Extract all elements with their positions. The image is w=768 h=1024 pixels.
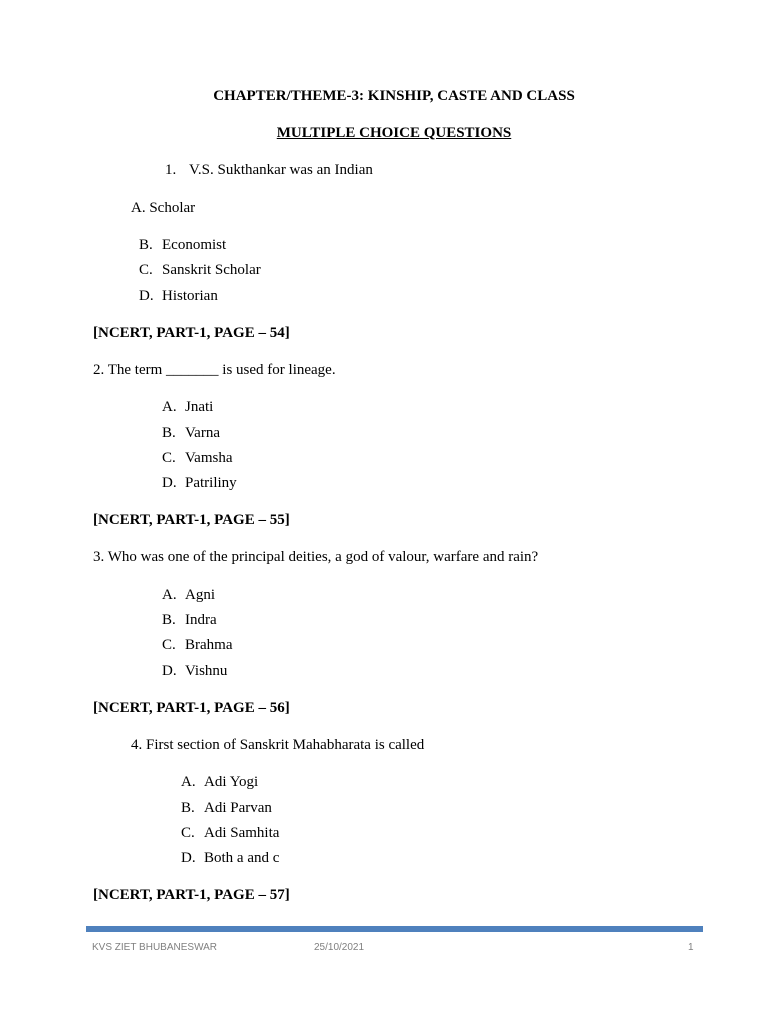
option-text: Indra [185,612,217,628]
question-1-option-b [139,237,226,254]
option-text: Adi Parvan [204,800,272,816]
question-4-option-a [181,774,258,791]
option-text: Adi Samhita [204,825,280,841]
option-letter: D. [162,475,177,491]
page-title: CHAPTER/THEME-3: KINSHIP, CASTE AND CLASS [213,88,575,104]
option-text: Jnati [185,399,214,415]
question-2-reference: [NCERT, PART-1, PAGE – 55] [93,512,290,528]
option-letter: B. [162,612,176,628]
question-3-option-d [162,663,227,680]
option-text: Economist [162,237,227,253]
option-text: Brahma [185,637,233,653]
question-4-reference: [NCERT, PART-1, PAGE – 57] [93,887,290,903]
question-1-number: 1. [165,162,177,178]
option-text: Agni [185,587,215,603]
option-letter: B. [162,425,176,441]
question-3-option-b [162,612,217,629]
footer-date: 25/10/2021 [314,942,365,953]
question-2-option-b [162,425,220,442]
option-text: Vamsha [185,450,233,466]
option-letter: B. [181,800,195,816]
option-letter: C. [162,450,176,466]
option-text: Patriliny [185,475,237,491]
question-3-reference: [NCERT, PART-1, PAGE – 56] [93,700,290,716]
question-2-option-c [162,450,233,467]
option-text: Historian [162,288,218,304]
option-letter: B. [139,237,153,253]
option-text: Both a and c [204,850,280,866]
question-1-option-d [139,288,218,305]
option-text: Varna [185,425,220,441]
footer-page-number: 1 [688,942,694,953]
question-3-option-a [162,587,215,604]
option-letter: D. [162,663,177,679]
question-1-text: V.S. Sukthankar was an Indian [189,162,373,178]
question-4-text: 4. First section of Sanskrit Mahabharata is called [131,737,425,753]
option-text: Sanskrit Scholar [162,262,261,278]
footer-organization: KVS ZIET BHUBANESWAR [92,942,218,953]
option-letter: D. [181,850,196,866]
question-2-option-d [162,475,237,492]
section-subtitle: MULTIPLE CHOICE QUESTIONS [276,125,512,141]
option-letter: C. [139,262,153,278]
question-4-option-b [181,800,272,817]
question-1-option-c [139,262,261,279]
option-letter: A. [162,587,177,603]
option-letter: A. [162,399,177,415]
option-letter: C. [181,825,195,841]
question-2-text: 2. The term _______ is used for lineage. [93,362,336,378]
question-1-option-a: A. Scholar [131,200,196,216]
question-4-option-d [181,850,279,867]
question-2-option-a [162,399,213,416]
option-letter: A. [181,774,196,790]
option-text: Vishnu [185,663,228,679]
option-letter: C. [162,637,176,653]
question-1-reference: [NCERT, PART-1, PAGE – 54] [93,325,290,341]
option-text: Adi Yogi [204,774,259,790]
footer-rule [86,926,703,932]
question-4-option-c [181,825,279,842]
option-letter: D. [139,288,154,304]
question-3-option-c [162,637,232,654]
question-3-text: 3. Who was one of the principal deities, a god of valour, warfare and rain? [93,549,539,565]
